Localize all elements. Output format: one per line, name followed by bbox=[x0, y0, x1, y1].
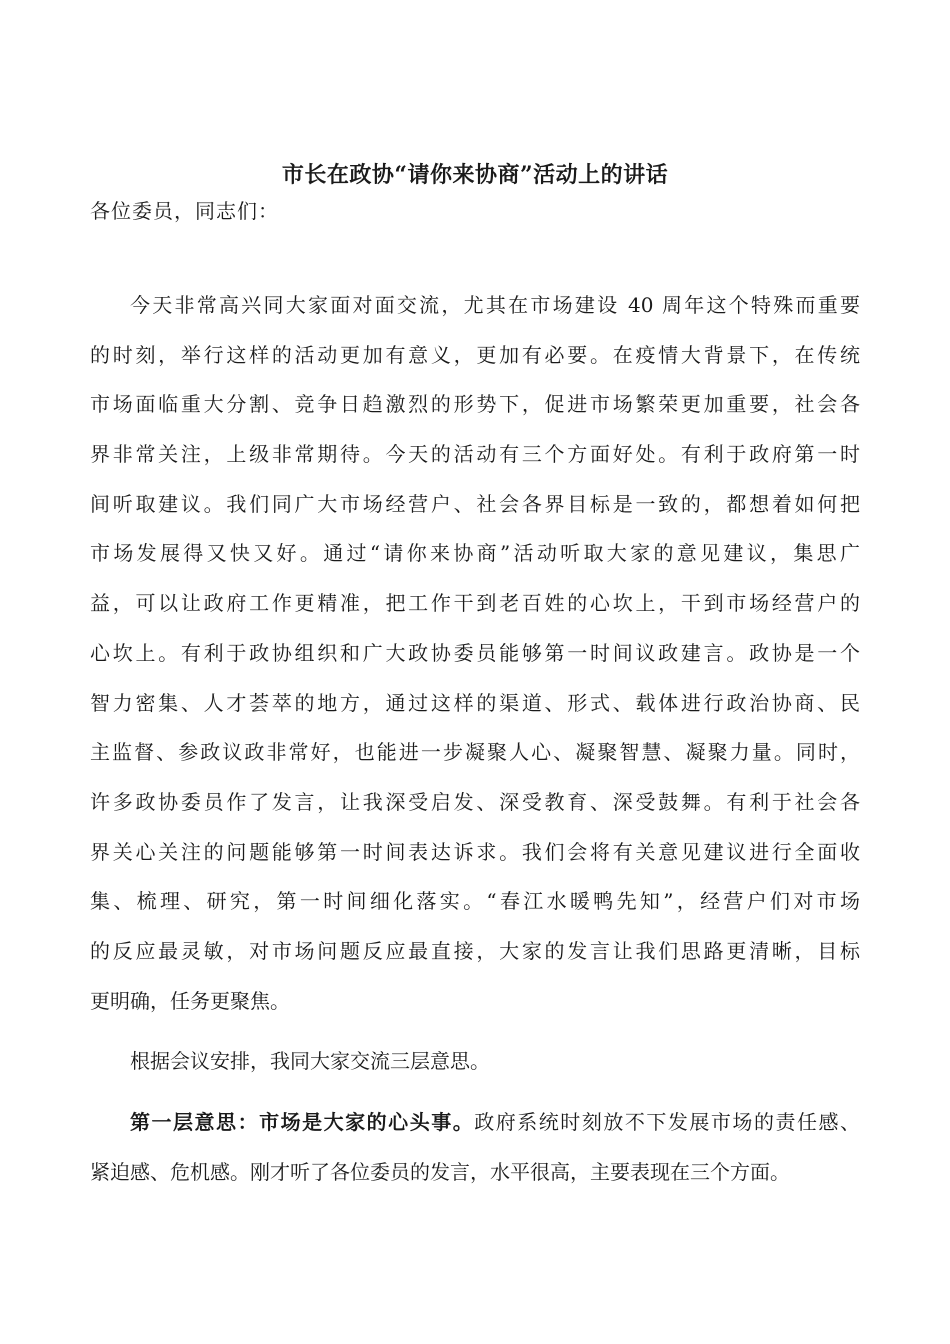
paragraph-2 bbox=[90, 1037, 860, 1087]
paragraph-3 bbox=[90, 1098, 860, 1197]
text-line: 的反应最灵敏，对市场问题反应最直接，大家的发言让我们思路更清晰，目标 bbox=[90, 938, 860, 963]
section-text: 政府系统时刻放不下发展市场的责任感、 bbox=[474, 1110, 861, 1134]
text-line: 集、梳理、研究，第一时间细化落实。“春江水暖鸭先知”，经营户们对市场 bbox=[90, 889, 860, 914]
document-body bbox=[90, 281, 860, 1197]
text-line: 的时刻，举行这样的活动更加有意义，更加有必要。在疫情大背景下，在传统 bbox=[90, 342, 860, 367]
paragraph-1 bbox=[90, 281, 860, 1026]
text-line: 市场发展得又快又好。通过“请你来协商”活动听取大家的意见建议，集思广 bbox=[90, 541, 860, 566]
text-line: 根据会议安排，我同大家交流三层意思。 bbox=[130, 1049, 490, 1074]
text-line: 界关心关注的问题能够第一时间表达诉求。我们会将有关意见建议进行全面收 bbox=[90, 839, 860, 864]
text-line: 市场面临重大分割、竞争日趋激烈的形势下，促进市场繁荣更加重要，社会各 bbox=[90, 392, 860, 417]
section-heading: 第一层意思：市场是大家的心头事。 bbox=[130, 1110, 475, 1134]
greeting: 各位委员，同志们： bbox=[90, 199, 279, 223]
text-line: 更明确，任务更聚焦。 bbox=[90, 988, 290, 1013]
text-line: 益，可以让政府工作更精准，把工作干到老百姓的心坎上，干到市场经营户的 bbox=[90, 591, 860, 616]
text-line: 界非常关注，上级非常期待。今天的活动有三个方面好处。有利于政府第一时 bbox=[90, 442, 860, 467]
text-line bbox=[90, 1098, 860, 1148]
text-line: 间听取建议。我们同广大市场经营户、社会各界目标是一致的，都想着如何把 bbox=[90, 491, 860, 516]
document-title: 市长在政协“请你来协商”活动上的讲话 bbox=[281, 162, 669, 188]
text-line: 主监督、参政议政非常好，也能进一步凝聚人心、凝聚智慧、凝聚力量。同时， bbox=[90, 740, 860, 765]
text-line: 许多政协委员作了发言，让我深受启发、深受教育、深受鼓舞。有利于社会各 bbox=[90, 789, 860, 814]
text-line: 智力密集、人才荟萃的地方，通过这样的渠道、形式、载体进行政治协商、民 bbox=[90, 690, 860, 715]
text-line: 心坎上。有利于政协组织和广大政协委员能够第一时间议政建言。政协是一个 bbox=[90, 640, 860, 665]
text-line: 今天非常高兴同大家面对面交流，尤其在市场建设 40 周年这个特殊而重要 bbox=[130, 293, 860, 317]
text-line: 紧迫感、危机感。刚才听了各位委员的发言，水平很高，主要表现在三个方面。 bbox=[90, 1159, 790, 1184]
